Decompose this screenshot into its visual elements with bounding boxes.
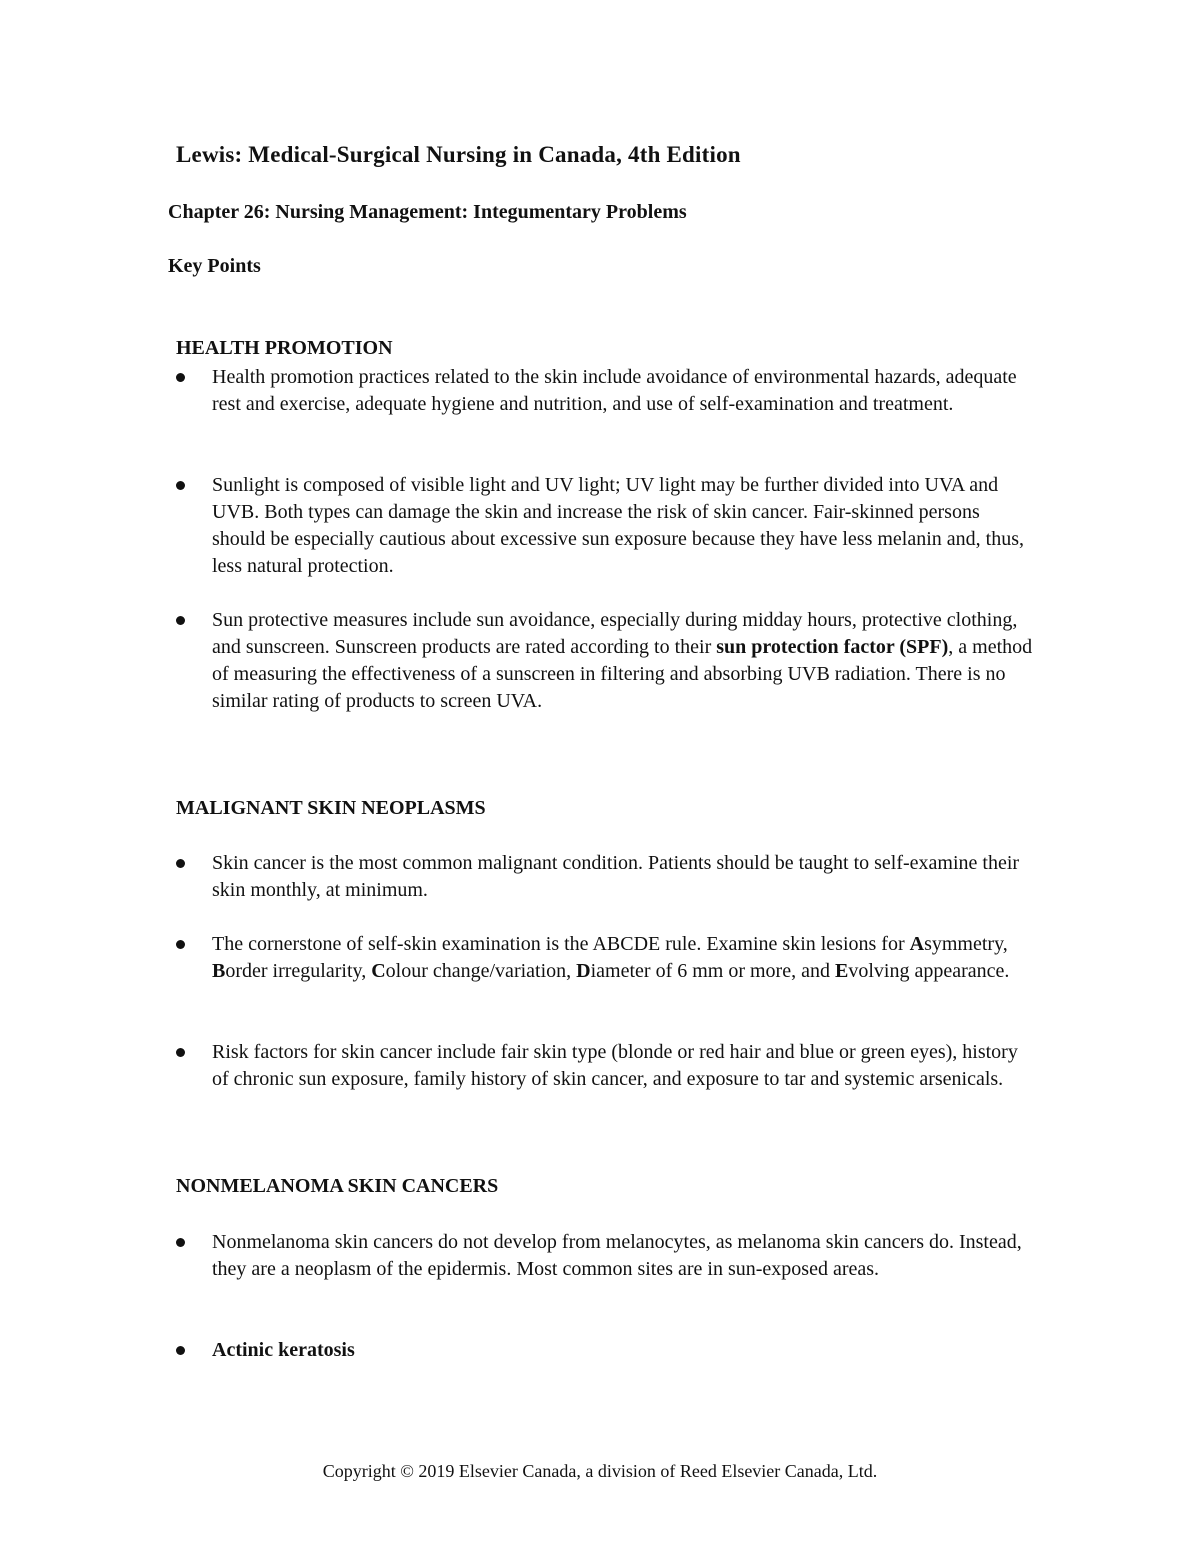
list-item-text: Nonmelanoma skin cancers do not develop from melanocytes, as melanoma skin cancers do. Instead, they are a neoplasm of the epidermis. Most common sites are in sun-exposed areas. <box>212 1231 1022 1280</box>
copyright-footer: Copyright © 2019 Elsevier Canada, a division of Reed Elsevier Canada, Ltd. <box>322 1461 878 1481</box>
list-item <box>176 472 1036 580</box>
bullet-icon <box>176 1346 185 1355</box>
bullet-icon <box>176 616 185 625</box>
bullet-icon <box>176 1048 185 1057</box>
bullet-icon <box>176 1238 185 1247</box>
section-heading-health-promotion: HEALTH PROMOTION <box>176 337 393 359</box>
list-item <box>176 607 1036 715</box>
chapter-heading: Chapter 26: Nursing Management: Integumentary Problems <box>168 201 687 223</box>
list-item <box>176 1039 1036 1093</box>
bullet-icon <box>176 481 185 490</box>
list-item-text: Health promotion practices related to the skin include avoidance of environmental hazards, adequate rest and exercise, adequate hygiene and nutrition, and use of self-examination and treatment. <box>212 366 1017 415</box>
bullet-icon <box>176 373 185 382</box>
bullet-icon <box>176 940 185 949</box>
list-item-text: Risk factors for skin cancer include fair skin type (blonde or red hair and blue or green eyes), history of chronic sun exposure, family history of skin cancer, and exposure to tar and systemic arsenicals. <box>212 1041 1018 1090</box>
list-item-text: Actinic keratosis <box>212 1339 355 1361</box>
list-item <box>176 1337 1036 1364</box>
key-points-heading: Key Points <box>168 255 261 277</box>
section-heading-nonmelanoma-skin-cancers: NONMELANOMA SKIN CANCERS <box>176 1175 499 1197</box>
list-item-text: The cornerstone of self-skin examination is the ABCDE rule. Examine skin lesions for Asymmetry, Border irregularity, Colour change/variation, Diameter of 6 mm or more, and Evolving appearance. <box>212 933 1010 982</box>
list-item-text: Skin cancer is the most common malignant condition. Patients should be taught to self-examine their skin monthly, at minimum. <box>212 852 1020 901</box>
section-heading-malignant-skin-neoplasms: MALIGNANT SKIN NEOPLASMS <box>176 797 486 819</box>
list-item <box>176 850 1036 904</box>
list-item-text: Sun protective measures include sun avoidance, especially during midday hours, protective clothing, and sunscreen. Sunscreen products are rated according to their sun protection factor (SPF), a method of measuring the effectiveness of a sunscreen in filtering and absorbing UVB radiation. There is no similar rating of products to screen UVA. <box>212 609 1033 712</box>
list-item <box>176 364 1036 418</box>
bullet-icon <box>176 859 185 868</box>
document-title: Lewis: Medical-Surgical Nursing in Canada, 4th Edition <box>176 142 741 167</box>
list-item <box>176 1229 1036 1283</box>
list-item <box>176 931 1036 985</box>
list-item-text: Sunlight is composed of visible light and UV light; UV light may be further divided into UVA and UVB. Both types can damage the skin and increase the risk of skin cancer. Fair-skinned persons should be especially cautious about excessive sun exposure because they have less melanin and, thus, less natural protection. <box>212 474 1024 577</box>
